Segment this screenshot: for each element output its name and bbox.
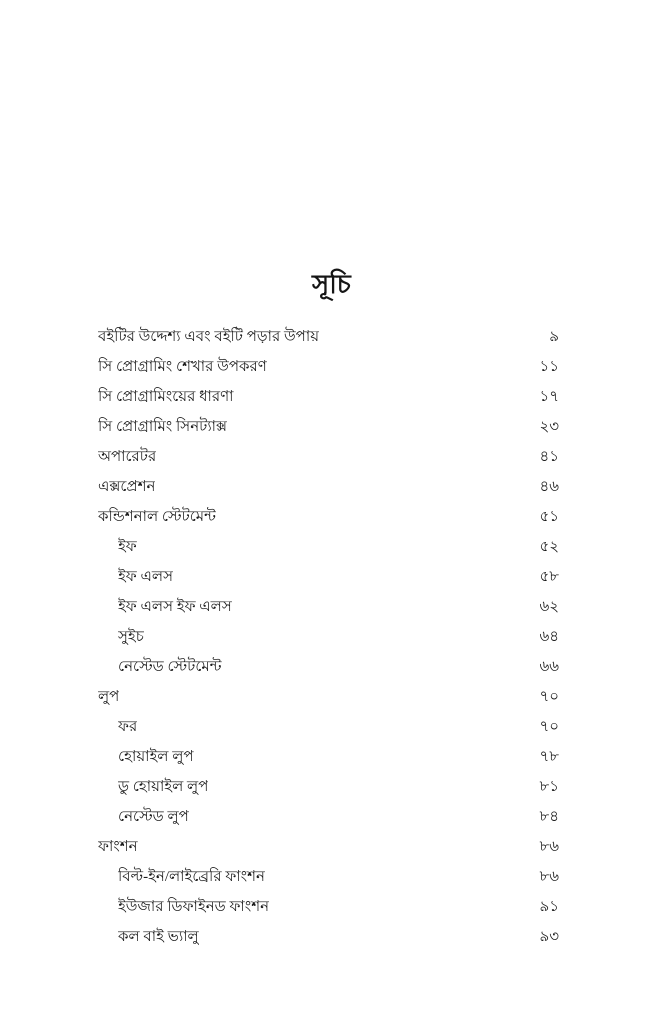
toc-entry-page-number: ৭৮ — [539, 749, 559, 765]
toc-entry-label: লুপ — [98, 689, 120, 705]
toc-entry-label: ইউজার ডিফাইনড ফাংশন — [118, 899, 270, 915]
toc-entry[interactable] — [98, 892, 559, 922]
toc-entry-label: ফাংশন — [98, 839, 138, 855]
toc-entry-page-number: ৯৩ — [539, 929, 559, 945]
toc-entry-label: সি প্রোগ্রামিং শেখার উপকরণ — [98, 359, 267, 375]
page-title: সূচি — [311, 270, 352, 299]
toc-entry[interactable] — [98, 562, 559, 592]
toc-entry-page-number: ৯১ — [539, 899, 559, 915]
toc-entry[interactable] — [98, 622, 559, 652]
toc-entry-label: কল বাই ভ্যালু — [118, 929, 199, 945]
toc-entry-label: সি প্রোগ্রামিং সিনট্যাক্স — [98, 419, 228, 435]
toc-entry[interactable] — [98, 922, 559, 952]
toc-entry[interactable] — [98, 652, 559, 682]
toc-entry-page-number: ৬৪ — [539, 629, 559, 645]
toc-entry[interactable] — [98, 382, 559, 412]
toc-entry-page-number: ৭০ — [539, 719, 559, 735]
toc-entry-page-number: ৮৪ — [539, 809, 559, 825]
toc-entry-label: এক্সপ্রেশন — [98, 479, 156, 495]
toc-entry[interactable] — [98, 802, 559, 832]
toc-entry[interactable] — [98, 472, 559, 502]
toc-entry-page-number: ৪৬ — [539, 479, 559, 495]
toc-entry-page-number: ৮৬ — [539, 869, 559, 885]
toc-entry-label: ফর — [118, 719, 138, 735]
toc-entry-label: অপারেটর — [98, 449, 157, 465]
toc-entry-label: সুইচ — [118, 629, 144, 645]
toc-entry-label: নেস্টেড লুপ — [118, 809, 189, 825]
toc-entry[interactable] — [98, 592, 559, 622]
toc-entry-page-number: ১৭ — [539, 389, 559, 405]
toc-entry[interactable] — [98, 352, 559, 382]
toc-entry-page-number: ৬৬ — [539, 659, 559, 675]
toc-entry-page-number: ৫৮ — [539, 569, 559, 585]
toc-entry[interactable] — [98, 442, 559, 472]
toc-entry[interactable] — [98, 322, 559, 352]
toc-entry-label: সি প্রোগ্রামিংয়ের ধারণা — [98, 389, 234, 405]
toc-entry-label: ইফ এলস ইফ এলস — [118, 599, 232, 615]
toc-entry[interactable] — [98, 772, 559, 802]
toc-entry[interactable] — [98, 742, 559, 772]
toc-entry-label: ইফ এলস — [118, 569, 174, 585]
toc-entry-page-number: ৯ — [549, 329, 559, 345]
toc-entry[interactable] — [98, 862, 559, 892]
toc-entry[interactable] — [98, 832, 559, 862]
toc-entry-page-number: ৭০ — [539, 689, 559, 705]
toc-entry-label: বিল্ট-ইন/লাইব্রেরি ফাংশন — [118, 869, 265, 885]
toc-entry-label: কন্ডিশনাল স্টেটমেন্ট — [98, 509, 216, 525]
toc-entry-label: ইফ — [118, 539, 137, 555]
toc-entry-page-number: ৫১ — [539, 509, 559, 525]
toc-entry-label: ডু হোয়াইল লুপ — [118, 779, 209, 795]
toc-entry-page-number: ৮৬ — [539, 839, 559, 855]
toc-entry-label: হোয়াইল লুপ — [118, 749, 194, 765]
toc-entry[interactable] — [98, 712, 559, 742]
toc-entry[interactable] — [98, 682, 559, 712]
toc-entry[interactable] — [98, 502, 559, 532]
toc-entry-page-number: ৮১ — [539, 779, 559, 795]
toc-entry-label: বইটির উদ্দেশ্য এবং বইটি পড়ার উপায় — [98, 329, 320, 345]
toc-entry[interactable] — [98, 532, 559, 562]
toc-entry-page-number: ১১ — [539, 359, 559, 375]
toc-entry[interactable] — [98, 412, 559, 442]
toc-entry-page-number: ৬২ — [539, 599, 559, 615]
toc-entry-label: নেস্টেড স্টেটমেন্ট — [118, 659, 222, 675]
toc-entry-page-number: ৪১ — [539, 449, 559, 465]
toc-list — [98, 322, 559, 952]
toc-entry-page-number: ২৩ — [539, 419, 559, 435]
toc-entry-page-number: ৫২ — [539, 539, 559, 555]
